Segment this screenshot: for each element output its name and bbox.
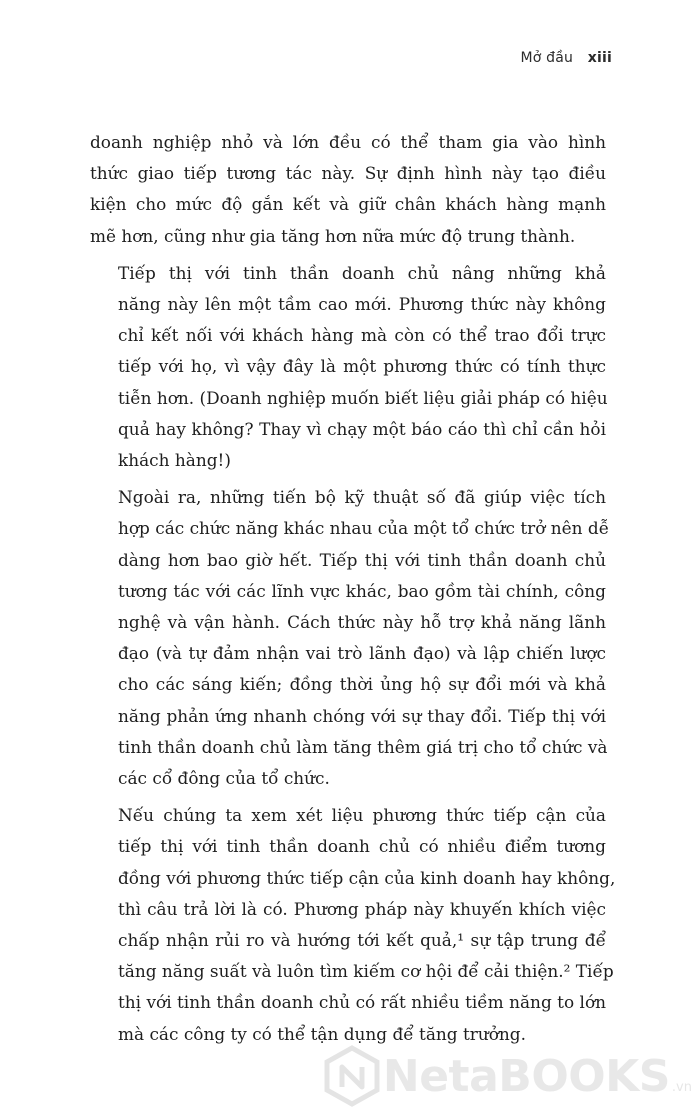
- paragraph: [90, 482, 610, 794]
- running-header: [520, 50, 612, 66]
- text-line: tiếp thị với tinh thần doanh chủ có nhiều điểm tương: [118, 836, 606, 857]
- paragraph: [90, 127, 606, 252]
- text-line: hợp các chức năng khác nhau của một tổ chức trở nên dễ: [118, 518, 610, 539]
- text-line: Nếu chúng ta xem xét liệu phương thức tiếp cận của: [118, 805, 606, 826]
- text-line: dàng hơn bao giờ hết. Tiếp thị với tinh thần doanh chủ: [118, 549, 606, 570]
- text-line: khách hàng!): [118, 450, 231, 471]
- text-line: đạo (và tự đảm nhận vai trò lãnh đạo) và lập chiến lược: [118, 643, 606, 664]
- chapter-title: Mở đầu: [520, 50, 574, 66]
- text-line: mẽ hơn, cũng như gia tăng hơn nữa mức độ trung thành.: [90, 225, 576, 246]
- text-line: đồng với phương thức tiếp cận của kinh doanh hay không,: [118, 867, 616, 888]
- text-line: thì câu trả lời là có. Phương pháp này khuyến khích việc: [118, 898, 606, 919]
- text-line: tinh thần doanh chủ làm tăng thêm giá trị cho tổ chức và: [118, 736, 608, 757]
- text-line: năng này lên một tầm cao mới. Phương thức này không: [118, 294, 606, 315]
- text-line: các cổ đông của tổ chức.: [118, 768, 330, 789]
- watermark-suffix: .vn: [671, 1080, 692, 1095]
- watermark-brand: NetaBOOKS: [382, 1050, 670, 1102]
- text-line: doanh nghiệp nhỏ và lớn đều có thể tham gia vào hình: [90, 132, 606, 152]
- text-line: tiễn hơn. (Doanh nghiệp muốn biết liệu giải pháp có hiệu: [118, 387, 608, 408]
- watermark: [321, 1045, 692, 1107]
- body-text: [90, 127, 616, 1056]
- text-line: kiện cho mức độ gắn kết và giữ chân khách hàng mạnh: [90, 194, 606, 215]
- text-line: quả hay không? Thay vì chạy một báo cáo thì chỉ cần hỏi: [118, 418, 606, 439]
- text-line: chấp nhận rủi ro và hướng tới kết quả,¹ sự tập trung để: [118, 930, 606, 951]
- text-line: cho các sáng kiến; đồng thời ủng hộ sự đổi mới và khả: [118, 674, 606, 695]
- text-line: thức giao tiếp tương tác này. Sự định hình này tạo điều: [90, 163, 606, 184]
- text-line: năng phản ứng nhanh chóng với sự thay đổi. Tiếp thị với: [118, 705, 606, 726]
- text-line: thị với tinh thần doanh chủ có rất nhiều tiềm năng to lớn: [118, 992, 606, 1013]
- page-number: xiii: [587, 50, 612, 66]
- text-line: nghệ và vận hành. Cách thức này hỗ trợ khả năng lãnh: [118, 612, 606, 633]
- text-line: tiếp với họ, vì vậy đây là một phương thức có tính thực: [118, 356, 606, 377]
- paragraph: [90, 800, 616, 1050]
- text-line: Ngoài ra, những tiến bộ kỹ thuật số đã giúp việc tích: [118, 487, 606, 508]
- text-line: chỉ kết nối với khách hàng mà còn có thể trao đổi trực: [118, 325, 606, 346]
- paragraph: [90, 258, 606, 476]
- netabooks-logo-icon: [321, 1045, 383, 1107]
- text-line: tăng năng suất và luôn tìm kiếm cơ hội để cải thiện.² Tiếp: [118, 961, 614, 982]
- text-line: mà các công ty có thể tận dụng để tăng trưởng.: [118, 1023, 526, 1044]
- text-line: Tiếp thị với tinh thần doanh chủ nâng những khả: [118, 262, 606, 283]
- text-line: tương tác với các lĩnh vực khác, bao gồm tài chính, công: [118, 580, 606, 601]
